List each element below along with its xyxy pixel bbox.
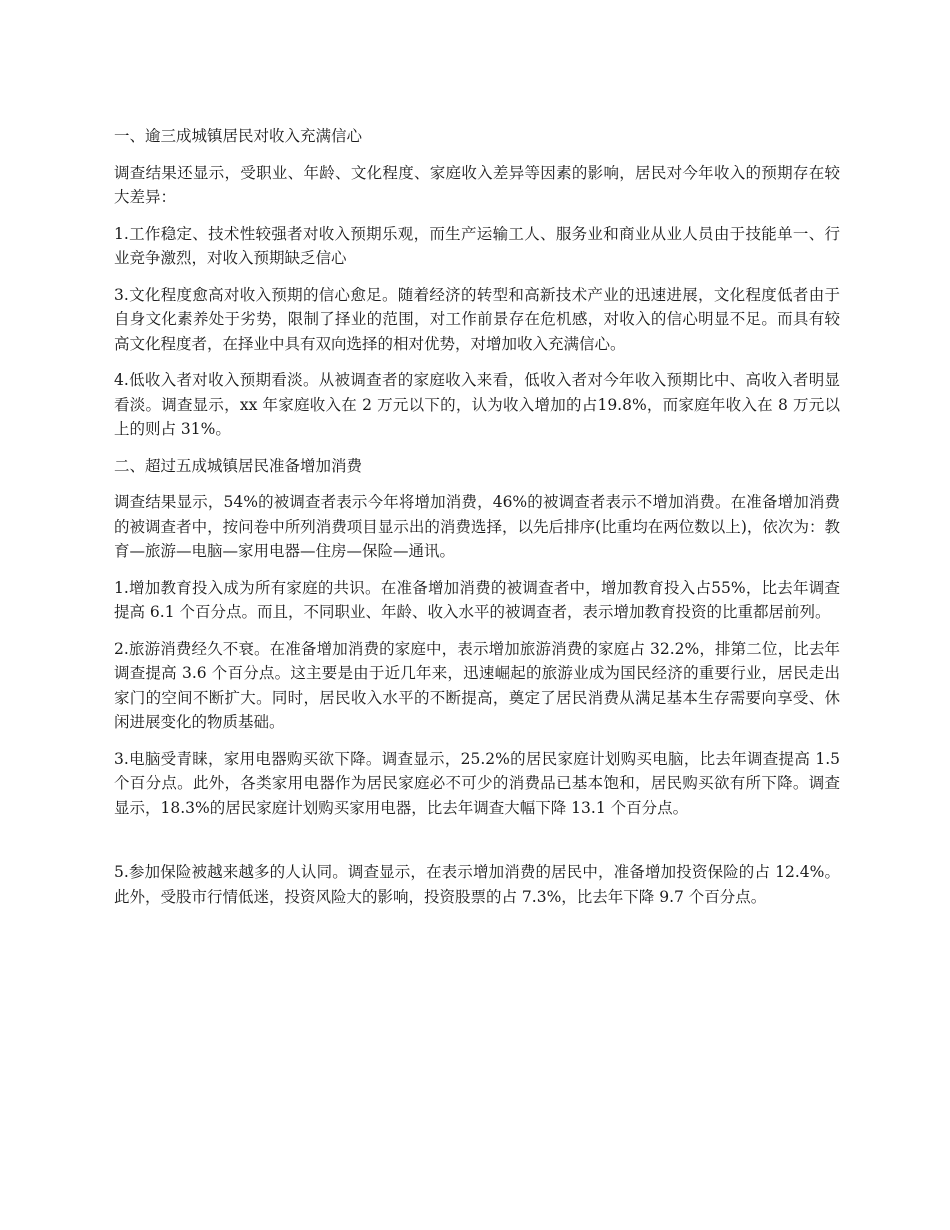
document-body	[114, 124, 840, 921]
blank-gap	[114, 832, 840, 860]
paragraph-consumption-results: 调查结果显示，54%的被调查者表示今年将增加消费，46%的被调查者表示不增加消费。在准备增加消费的被调查者中，按问卷中所列消费项目显示出的消费选择，以先后排序(比重均在两位数以上)，依次为：教育—旅游—电脑—家用电器—住房—保险—通讯。	[114, 493, 840, 560]
paragraph-point-3-computers: 3.电脑受青睐，家用电器购买欲下降。调查显示，25.2%的居民家庭计划购买电脑，比去年调查提高 1.5 个百分点。此外，各类家用电器作为居民家庭必不可少的消费品已基本饱和，居民购买欲有所下降。调查显示，18.3%的居民家庭计划购买家用电器，比去年调查大幅下降 13.1 个百分点。	[114, 749, 840, 817]
paragraph-point-3-education: 3.文化程度愈高对收入预期的信心愈足。随着经济的转型和高新技术产业的迅速进展，文化程度低者由于自身文化素养处于劣势，限制了择业的范围，对工作前景存在危机感，对收入的信心明显不足。而具有较高文化程度者，在择业中具有双向选择的相对优势，对增加收入充满信心。	[114, 285, 840, 353]
paragraph-point-1-education-investment: 1.增加教育投入成为所有家庭的共识。在准备增加消费的被调查者中，增加教育投入占55%，比去年调查提高 6.1 个百分点。而且，不同职业、年龄、收入水平的被调查者，表示增加教育投资的比重都居前列。	[114, 578, 840, 621]
section-heading-consumption: 二、超过五成城镇居民准备增加消费	[114, 456, 363, 475]
section-heading-confidence: 一、逾三成城镇居民对收入充满信心	[114, 127, 363, 145]
paragraph-point-1-stable-work: 1.工作稳定、技术性较强者对收入预期乐观，而生产运输工人、服务业和商业从业人员由于技能单一、行业竞争激烈，对收入预期缺乏信心	[114, 224, 840, 267]
paragraph-point-2-tourism: 2.旅游消费经久不衰。在准备增加消费的家庭中，表示增加旅游消费的家庭占 32.2%，排第二位，比去年调查提高 3.6 个百分点。这主要是由于近几年来，迅速崛起的旅游业成为国民经济的重要行业，居民走出家门的空间不断扩大。同时，居民收入水平的不断提高，奠定了居民消费从满足基本生存需要向享受、休闲进展变化的物质基础。	[114, 639, 840, 731]
paragraph-point-5-insurance: 5.参加保险被越来越多的人认同。调查显示，在表示增加消费的居民中，准备增加投资保险的占 12.4%。此外，受股市行情低迷，投资风险大的影响，投资股票的占 7.3%，比去年下降 9.7 个百分点。	[114, 863, 840, 906]
paragraph-point-4-low-income: 4.低收入者对收入预期看淡。从被调查者的家庭收入来看，低收入者对今年收入预期比中、高收入者明显看淡。调查显示，xx 年家庭收入在 2 万元以下的，认为收入增加的占19.8%，而家庭年收入在 8 万元以上的则占 31%。	[114, 371, 840, 438]
paragraph-survey-intro: 调查结果还显示，受职业、年龄、文化程度、家庭收入差异等因素的影响，居民对今年收入的预期存在较大差异：	[114, 163, 840, 206]
